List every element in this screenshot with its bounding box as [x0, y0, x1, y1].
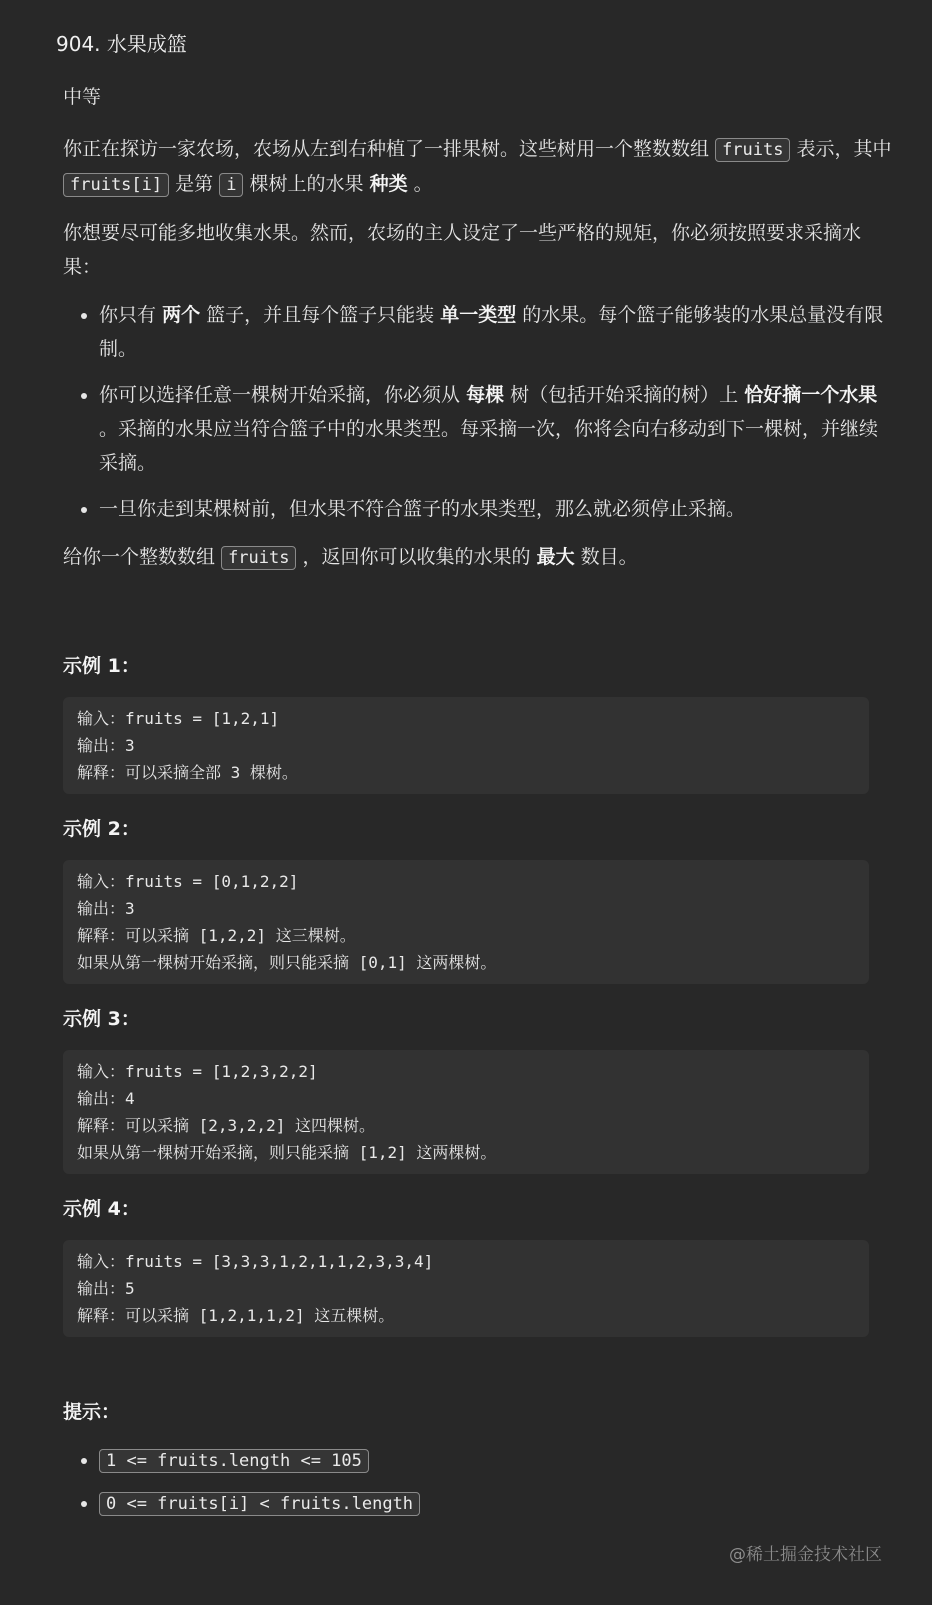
- hint-code: 0 <= fruits[i] < fruits.length: [99, 1492, 420, 1516]
- bold-text: 恰好摘一个水果: [744, 384, 878, 406]
- description-paragraph-1: [63, 132, 893, 202]
- example-line: 解释：可以采摘 [2,3,2,2] 这四棵树。: [77, 1116, 375, 1135]
- problem-content: [63, 80, 893, 1529]
- bold-text: 最大: [536, 546, 575, 568]
- example-line: 解释：可以采摘 [1,2,1,1,2] 这五棵树。: [77, 1306, 395, 1325]
- problem-title: 904. 水果成篮: [56, 32, 187, 56]
- example-line: 输入：fruits = [0,1,2,2]: [77, 872, 299, 891]
- rule-item-3: • 一旦你走到某棵树前，但水果不符合篮子的水果类型，那么就必须停止采摘。: [99, 492, 893, 526]
- example-line: 输出：4: [77, 1089, 135, 1108]
- example-1-title: 示例 1：: [63, 655, 140, 677]
- example-line: 输入：fruits = [1,2,1]: [77, 709, 280, 728]
- example-line: 输出：5: [77, 1279, 135, 1298]
- example-4-title: 示例 4：: [63, 1198, 140, 1220]
- description-paragraph-3: [63, 540, 893, 575]
- hints-list: [63, 1443, 893, 1521]
- inline-code-fruits: fruits: [715, 138, 790, 162]
- example-3-code: [63, 1050, 869, 1174]
- rules-list: [63, 298, 893, 526]
- inline-code-fruits-i: fruits[i]: [63, 173, 169, 197]
- text: 的水果。每个篮子能够装的水果总量没有限制。: [99, 304, 884, 360]
- spacer: [63, 1355, 893, 1395]
- text: 。采摘的水果应当符合篮子中的水果类型。每采摘一次，你将会向右移动到下一棵树，并继续采摘。: [99, 418, 879, 474]
- text: 表示，其中: [796, 138, 892, 160]
- text: 你可以选择任意一棵树开始采摘，你必须从: [99, 384, 461, 406]
- example-line: 输出：3: [77, 899, 135, 918]
- hints-title: 提示：: [63, 1401, 121, 1423]
- watermark: @稀土掘金技术社区: [729, 1545, 882, 1565]
- text: ，返回你可以收集的水果的: [302, 546, 531, 568]
- example-1-code: [63, 697, 869, 794]
- bold-text: 种类: [369, 173, 408, 195]
- inline-code-fruits: fruits: [221, 546, 296, 570]
- difficulty-label: 中等: [63, 86, 102, 108]
- rule-item-2: [99, 378, 893, 480]
- example-line: 输入：fruits = [1,2,3,2,2]: [77, 1062, 318, 1081]
- hint-code: 1 <= fruits.length <= 105: [99, 1449, 369, 1473]
- example-4-code: [63, 1240, 869, 1337]
- hint-item-1: [99, 1443, 893, 1478]
- text: 棵树上的水果: [249, 173, 364, 195]
- example-line: 如果从第一棵树开始采摘，则只能采摘 [1,2] 这两棵树。: [77, 1143, 497, 1162]
- bold-text: 每棵: [466, 384, 505, 406]
- hint-item-2: [99, 1486, 893, 1521]
- description-paragraph-2: 你想要尽可能多地收集水果。然而，农场的主人设定了一些严格的规矩，你必须按照要求采摘水果：: [63, 222, 862, 278]
- bold-text: 两个: [162, 304, 201, 326]
- text: 数目。: [580, 546, 638, 568]
- text: 树（包括开始采摘的树）上: [510, 384, 739, 406]
- example-line: 解释：可以采摘全部 3 棵树。: [77, 763, 298, 782]
- example-line: 如果从第一棵树开始采摘，则只能采摘 [0,1] 这两棵树。: [77, 953, 497, 972]
- spacer: [63, 589, 893, 649]
- text: 。: [413, 173, 433, 195]
- rule-item-1: [99, 298, 893, 366]
- example-3-title: 示例 3：: [63, 1008, 140, 1030]
- text: 你只有: [99, 304, 157, 326]
- example-2-code: [63, 860, 869, 984]
- inline-code-i: i: [219, 173, 243, 197]
- example-line: 输出：3: [77, 736, 135, 755]
- text: 给你一个整数数组: [63, 546, 216, 568]
- text: 篮子，并且每个篮子只能装: [206, 304, 435, 326]
- example-2-title: 示例 2：: [63, 818, 140, 840]
- example-line: 解释：可以采摘 [1,2,2] 这三棵树。: [77, 926, 356, 945]
- text: 是第: [175, 173, 214, 195]
- example-line: 输入：fruits = [3,3,3,1,2,1,1,2,3,3,4]: [77, 1252, 434, 1271]
- bold-text: 单一类型: [440, 304, 517, 326]
- text: 你正在探访一家农场，农场从左到右种植了一排果树。这些树用一个整数数组: [63, 138, 710, 160]
